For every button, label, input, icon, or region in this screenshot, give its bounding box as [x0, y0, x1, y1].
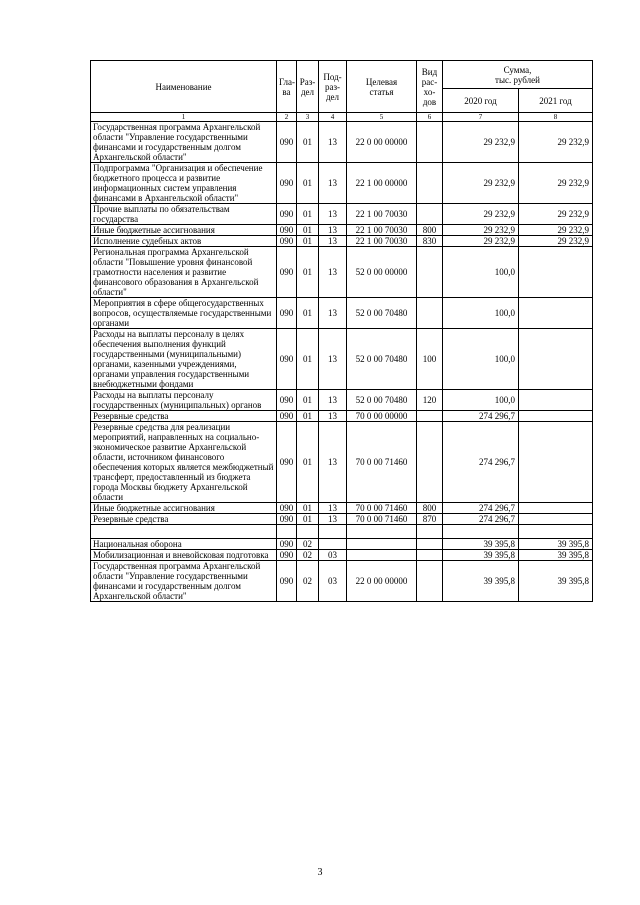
- row-podrazdel-cell: 13: [319, 236, 347, 247]
- row-sum-2021-cell: [519, 411, 593, 422]
- row-sum-2020-cell: 100,0: [443, 390, 519, 411]
- row-target-cell: 52 0 00 70480: [347, 329, 417, 390]
- row-target-cell: 22 1 00 70030: [347, 236, 417, 247]
- row-target-cell: 22 1 00 70030: [347, 204, 417, 225]
- row-podrazdel-cell: 13: [319, 422, 347, 503]
- row-target-cell: 70 0 00 71460: [347, 514, 417, 525]
- row-glava-cell: 090: [277, 298, 297, 329]
- row-podrazdel-cell: 03: [319, 561, 347, 602]
- row-razdel-cell: 02: [297, 561, 319, 602]
- row-razdel-cell: 01: [297, 390, 319, 411]
- column-number: 1: [91, 113, 277, 122]
- row-name-cell: Мероприятия в сфере общегосударственных вопросов, осуществляемые государственными органами: [91, 298, 277, 329]
- row-target-cell: 70 0 00 71460: [347, 503, 417, 514]
- header-vid: Вид рас- хо- дов: [417, 61, 443, 113]
- row-podrazdel-cell: 13: [319, 122, 347, 163]
- row-name-cell: Расходы на выплаты персоналу государственных (муниципальных) органов: [91, 390, 277, 411]
- row-podrazdel-cell: 13: [319, 514, 347, 525]
- row-sum-2021-cell: 29 232,9: [519, 225, 593, 236]
- row-glava-cell: 090: [277, 247, 297, 298]
- table-row: [91, 503, 593, 514]
- row-razdel-cell: 01: [297, 225, 319, 236]
- row-target-cell: 22 0 00 00000: [347, 122, 417, 163]
- row-name-cell: Государственная программа Архангельской области "Управление государственными финансами и государственным долгом Архангельской области": [91, 122, 277, 163]
- row-sum-2020-cell: 100,0: [443, 329, 519, 390]
- row-sum-2020-cell: 39 395,8: [443, 561, 519, 602]
- header-podrazdel: Под- раз- дел: [319, 61, 347, 113]
- row-sum-2021-cell: [519, 329, 593, 390]
- column-number: 8: [519, 113, 593, 122]
- table-row: [91, 514, 593, 525]
- row-razdel-cell: 02: [297, 539, 319, 550]
- row-sum-2021-cell: [519, 503, 593, 514]
- row-name-cell: Национальная оборона: [91, 539, 277, 550]
- row-vid-cell: 830: [417, 236, 443, 247]
- row-name-cell: Региональная программа Архангельской области "Повышение уровня финансовой грамотности населения и развитие финансового образования в Архангельской области": [91, 247, 277, 298]
- row-razdel-cell: 01: [297, 298, 319, 329]
- column-number: 5: [347, 113, 417, 122]
- row-razdel-cell: 01: [297, 163, 319, 204]
- row-sum-2021-cell: [519, 247, 593, 298]
- row-target-cell: [347, 525, 417, 539]
- table-row: [91, 298, 593, 329]
- row-sum-2020-cell: 274 296,7: [443, 422, 519, 503]
- table-row: [91, 550, 593, 561]
- row-name-cell: Мобилизационная и вневойсковая подготовка: [91, 550, 277, 561]
- row-sum-2020-cell: 39 395,8: [443, 539, 519, 550]
- row-sum-2020-cell: 274 296,7: [443, 411, 519, 422]
- row-name-cell: Подпрограмма "Организация и обеспечение бюджетного процесса и развитие информационных систем управления финансами в Архангельской области": [91, 163, 277, 204]
- column-number: 3: [297, 113, 319, 122]
- row-sum-2020-cell: 29 232,9: [443, 122, 519, 163]
- row-sum-2020-cell: [443, 525, 519, 539]
- row-target-cell: [347, 539, 417, 550]
- row-sum-2021-cell: [519, 422, 593, 503]
- row-sum-2021-cell: 29 232,9: [519, 204, 593, 225]
- row-vid-cell: 120: [417, 390, 443, 411]
- row-sum-2020-cell: 29 232,9: [443, 236, 519, 247]
- table-row: [91, 329, 593, 390]
- row-name-cell: Резервные средства: [91, 411, 277, 422]
- header-year-2021: 2021 год: [519, 89, 593, 113]
- header-name: Наименование: [91, 61, 277, 113]
- table-row: [91, 561, 593, 602]
- row-glava-cell: 090: [277, 514, 297, 525]
- row-glava-cell: [277, 525, 297, 539]
- row-glava-cell: 090: [277, 550, 297, 561]
- row-name-cell: Иные бюджетные ассигнования: [91, 503, 277, 514]
- table-body: [91, 113, 593, 602]
- row-podrazdel-cell: 13: [319, 411, 347, 422]
- row-glava-cell: 090: [277, 503, 297, 514]
- row-vid-cell: [417, 525, 443, 539]
- row-vid-cell: [417, 561, 443, 602]
- row-sum-2020-cell: 29 232,9: [443, 225, 519, 236]
- table-row: [91, 525, 593, 539]
- page-number: 3: [317, 867, 323, 878]
- row-sum-2021-cell: [519, 514, 593, 525]
- row-vid-cell: [417, 550, 443, 561]
- row-sum-2021-cell: 39 395,8: [519, 550, 593, 561]
- row-vid-cell: [417, 539, 443, 550]
- row-sum-2021-cell: 39 395,8: [519, 539, 593, 550]
- row-vid-cell: [417, 163, 443, 204]
- row-razdel-cell: 01: [297, 122, 319, 163]
- row-name-cell: [91, 525, 277, 539]
- row-name-cell: Государственная программа Архангельской области "Управление государственными финансами и государственным долгом Архангельской области": [91, 561, 277, 602]
- row-sum-2020-cell: 274 296,7: [443, 514, 519, 525]
- row-sum-2021-cell: 29 232,9: [519, 236, 593, 247]
- row-podrazdel-cell: 13: [319, 390, 347, 411]
- row-vid-cell: [417, 411, 443, 422]
- row-vid-cell: [417, 122, 443, 163]
- row-target-cell: [347, 550, 417, 561]
- table-row: [91, 411, 593, 422]
- row-podrazdel-cell: 13: [319, 163, 347, 204]
- row-razdel-cell: 01: [297, 422, 319, 503]
- row-target-cell: 70 0 00 71460: [347, 422, 417, 503]
- row-podrazdel-cell: 13: [319, 204, 347, 225]
- row-glava-cell: 090: [277, 539, 297, 550]
- table-row: [91, 247, 593, 298]
- table-row: [91, 390, 593, 411]
- row-razdel-cell: 01: [297, 204, 319, 225]
- row-name-cell: Резервные средства для реализации мероприятий, направленных на социально-экономическое развитие Архангельской области, источником финансового обеспечения которых является межбюджетный трансферт, предоставленный из бюджета города Москвы бюджету Архангельской области: [91, 422, 277, 503]
- row-podrazdel-cell: [319, 539, 347, 550]
- row-target-cell: 52 0 00 00000: [347, 247, 417, 298]
- row-razdel-cell: 01: [297, 503, 319, 514]
- row-glava-cell: 090: [277, 204, 297, 225]
- row-glava-cell: 090: [277, 225, 297, 236]
- row-name-cell: Резервные средства: [91, 514, 277, 525]
- row-podrazdel-cell: [319, 525, 347, 539]
- row-vid-cell: [417, 204, 443, 225]
- header-razdel: Раз- дел: [297, 61, 319, 113]
- row-sum-2021-cell: [519, 390, 593, 411]
- row-sum-2020-cell: 100,0: [443, 298, 519, 329]
- column-number-row: [91, 113, 593, 122]
- column-number: 4: [319, 113, 347, 122]
- row-vid-cell: [417, 247, 443, 298]
- table-row: [91, 204, 593, 225]
- row-podrazdel-cell: 13: [319, 503, 347, 514]
- row-glava-cell: 090: [277, 163, 297, 204]
- row-sum-2021-cell: [519, 298, 593, 329]
- table-row: [91, 539, 593, 550]
- row-sum-2020-cell: 274 296,7: [443, 503, 519, 514]
- header-year-2020: 2020 год: [443, 89, 519, 113]
- header-glava: Гла- ва: [277, 61, 297, 113]
- row-target-cell: 22 0 00 00000: [347, 561, 417, 602]
- row-razdel-cell: 02: [297, 550, 319, 561]
- row-sum-2021-cell: [519, 525, 593, 539]
- column-number: 7: [443, 113, 519, 122]
- row-glava-cell: 090: [277, 390, 297, 411]
- row-target-cell: 52 0 00 70480: [347, 298, 417, 329]
- row-sum-2020-cell: 29 232,9: [443, 204, 519, 225]
- table-row: [91, 225, 593, 236]
- row-target-cell: 52 0 00 70480: [347, 390, 417, 411]
- row-razdel-cell: 01: [297, 236, 319, 247]
- row-target-cell: 22 1 00 70030: [347, 225, 417, 236]
- row-vid-cell: 870: [417, 514, 443, 525]
- row-target-cell: 22 1 00 00000: [347, 163, 417, 204]
- row-podrazdel-cell: 03: [319, 550, 347, 561]
- row-podrazdel-cell: 13: [319, 225, 347, 236]
- row-glava-cell: 090: [277, 329, 297, 390]
- row-razdel-cell: 01: [297, 247, 319, 298]
- row-glava-cell: 090: [277, 236, 297, 247]
- row-vid-cell: 800: [417, 225, 443, 236]
- row-glava-cell: 090: [277, 411, 297, 422]
- column-number: 2: [277, 113, 297, 122]
- row-name-cell: Исполнение судебных актов: [91, 236, 277, 247]
- row-vid-cell: [417, 422, 443, 503]
- row-vid-cell: [417, 298, 443, 329]
- table-row: [91, 122, 593, 163]
- row-vid-cell: 100: [417, 329, 443, 390]
- row-sum-2021-cell: 29 232,9: [519, 122, 593, 163]
- row-target-cell: 70 0 00 00000: [347, 411, 417, 422]
- row-razdel-cell: 01: [297, 411, 319, 422]
- row-glava-cell: 090: [277, 422, 297, 503]
- header-sum: Сумма, тыс. рублей: [443, 61, 593, 89]
- row-sum-2021-cell: 29 232,9: [519, 163, 593, 204]
- row-glava-cell: 090: [277, 561, 297, 602]
- row-sum-2020-cell: 100,0: [443, 247, 519, 298]
- row-podrazdel-cell: 13: [319, 247, 347, 298]
- row-name-cell: Иные бюджетные ассигнования: [91, 225, 277, 236]
- row-razdel-cell: 01: [297, 514, 319, 525]
- header-target: Целевая статья: [347, 61, 417, 113]
- table-row: [91, 422, 593, 503]
- row-sum-2020-cell: 39 395,8: [443, 550, 519, 561]
- row-name-cell: Расходы на выплаты персоналу в целях обеспечения выполнения функций государственными (муниципальными) органами, казенными учреждениями, органами управления государственными внебюджетными фондами: [91, 329, 277, 390]
- table-row: [91, 236, 593, 247]
- table-row: [91, 163, 593, 204]
- row-razdel-cell: [297, 525, 319, 539]
- budget-table: [90, 60, 593, 602]
- row-podrazdel-cell: 13: [319, 298, 347, 329]
- row-glava-cell: 090: [277, 122, 297, 163]
- row-name-cell: Прочие выплаты по обязательствам государства: [91, 204, 277, 225]
- row-podrazdel-cell: 13: [319, 329, 347, 390]
- row-sum-2020-cell: 29 232,9: [443, 163, 519, 204]
- column-number: 6: [417, 113, 443, 122]
- row-sum-2021-cell: 39 395,8: [519, 561, 593, 602]
- row-vid-cell: 800: [417, 503, 443, 514]
- row-razdel-cell: 01: [297, 329, 319, 390]
